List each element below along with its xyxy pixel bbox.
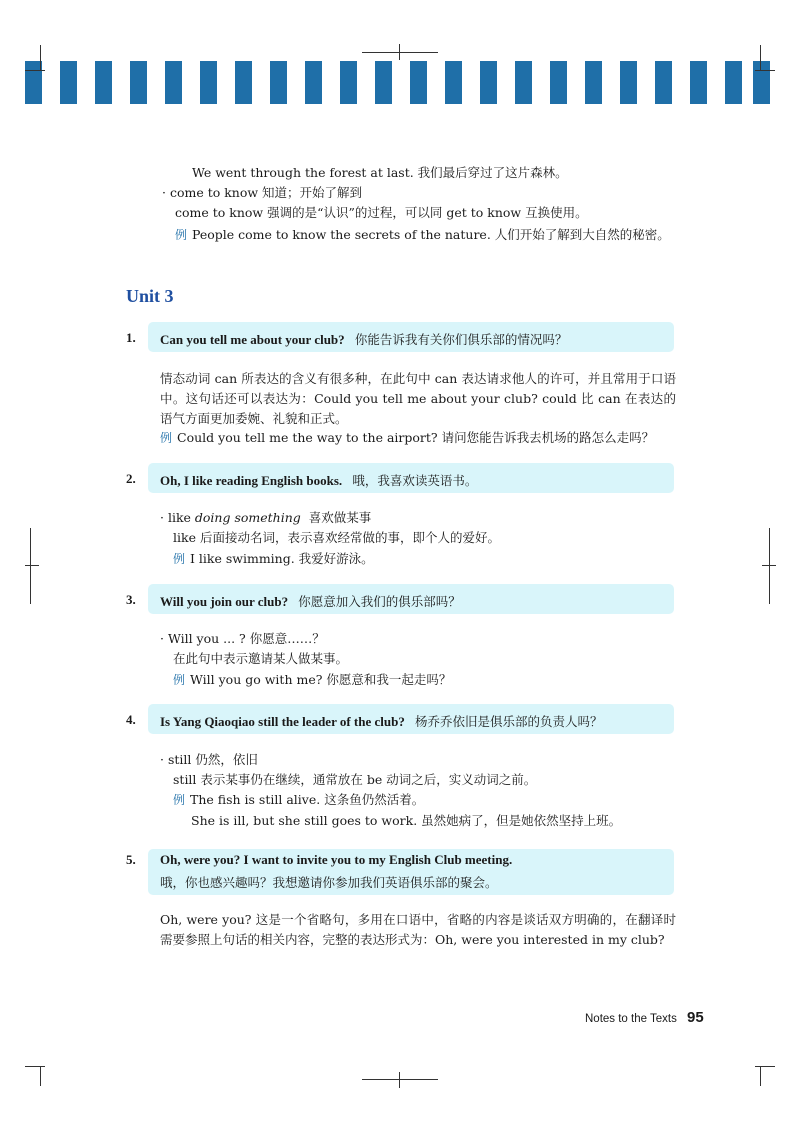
point-prefix: · like — [160, 510, 195, 525]
item-paragraph: 情态动词 can 所表达的含义有很多种，在此句中 can 表达请求他人的许可，并且常用于口语中。这句话还可以表达为：Could you tell me about your club? could 比 can 在表达的语气方面更加委婉、礼貌和正式。 — [160, 371, 676, 426]
item-number: 3. — [126, 592, 136, 607]
crop-mark — [769, 528, 770, 604]
item-example — [173, 549, 374, 569]
crop-mark — [25, 565, 39, 566]
item-number: 1. — [126, 330, 136, 345]
unit-title: Unit 3 — [126, 286, 174, 306]
stripe — [480, 61, 497, 104]
point-come-to-know: · come to know 知道；开始了解到 — [162, 185, 363, 200]
point-italic: doing something — [194, 510, 301, 525]
heading-zh: 哦，你也感兴趣吗？我想邀请你参加我们英语俱乐部的聚会。 — [160, 875, 498, 890]
heading-en: Is Yang Qiaoqiao still the leader of the club? — [160, 714, 405, 729]
stripe — [95, 61, 112, 104]
crop-mark — [25, 1066, 45, 1067]
stripe — [655, 61, 672, 104]
example-label: 例 — [173, 552, 186, 566]
item-heading-band — [148, 322, 674, 352]
item-example — [173, 790, 424, 810]
item-heading — [160, 591, 461, 610]
stripe — [515, 61, 532, 104]
crop-mark — [399, 44, 400, 60]
explanation-come-to-know: come to know 强调的是“认识”的过程，可以同 get to know 互换使用。 — [175, 205, 588, 220]
crop-mark — [40, 1066, 41, 1086]
example-label: 例 — [173, 673, 186, 687]
stripe — [690, 61, 707, 104]
stripe — [340, 61, 357, 104]
footer-section: Notes to the Texts — [585, 1013, 677, 1025]
heading-zh: 你愿意加入我们的俱乐部吗？ — [298, 594, 461, 609]
stripe — [305, 61, 322, 104]
item-point — [160, 508, 371, 528]
example-text: The fish is still alive. 这条鱼仍然活着。 — [190, 792, 425, 807]
stripe — [620, 61, 637, 104]
example-text: I like swimming. 我爱好游泳。 — [190, 551, 374, 566]
item-point: · still 仍然，依旧 — [160, 752, 258, 767]
stripe — [270, 61, 287, 104]
continued-example: We went through the forest at last. 我们最后穿过了这片森林。 — [192, 165, 568, 180]
heading-en: Will you join our club? — [160, 594, 289, 609]
item-paragraph: Oh, were you? 这是一个省略句，多用在口语中，省略的内容是谈话双方明确的，在翻译时需要参照上句话的相关内容，完整的表达形式为：Oh, were you interested in my club? — [160, 912, 676, 947]
crop-mark — [362, 1079, 438, 1080]
item-heading — [160, 329, 567, 348]
stripe — [200, 61, 217, 104]
item-explanation: still 表示某事仍在继续，通常放在 be 动词之后，实义动词之前。 — [173, 772, 537, 787]
item-explanation: like 后面接动名词，表示喜欢经常做的事，即个人的爱好。 — [173, 530, 500, 545]
item-heading-band — [148, 584, 674, 614]
heading-zh: 你能告诉我有关你们俱乐部的情况吗？ — [354, 332, 568, 347]
heading-en: Oh, I like reading English books. — [160, 473, 343, 488]
example-label: 例 — [173, 793, 186, 807]
stripe — [550, 61, 567, 104]
item-number: 5. — [126, 852, 136, 867]
heading-zh: 杨乔乔依旧是俱乐部的负责人吗？ — [415, 714, 603, 729]
stripe — [235, 61, 252, 104]
item-explanation: 在此句中表示邀请某人做某事。 — [173, 651, 349, 666]
crop-mark — [760, 45, 761, 71]
stripe — [725, 61, 742, 104]
heading-en: Oh, were you? I want to invite you to my English Club meeting. — [160, 852, 513, 867]
item-heading — [160, 470, 477, 489]
item-example — [160, 428, 654, 448]
stripe — [585, 61, 602, 104]
item-heading-band — [148, 849, 674, 895]
stripe — [130, 61, 147, 104]
crop-mark — [760, 1066, 761, 1086]
page-number: 95 — [687, 1009, 704, 1026]
stripe — [445, 61, 462, 104]
item-number: 4. — [126, 712, 136, 727]
item-number: 2. — [126, 471, 136, 486]
example-label: 例 — [175, 228, 188, 242]
example-text: Will you go with me? 你愿意和我一起走吗？ — [190, 672, 452, 687]
example-text: People come to know the secrets of the nature. 人们开始了解到大自然的秘密。 — [192, 227, 670, 242]
stripe — [410, 61, 427, 104]
item-heading-band — [148, 704, 674, 734]
page-footer — [585, 1007, 704, 1026]
example-text: Could you tell me the way to the airport? 请问您能告诉我去机场的路怎么走吗？ — [177, 430, 655, 445]
crop-mark — [40, 45, 41, 71]
crop-mark — [399, 1072, 400, 1088]
item-example — [173, 670, 451, 690]
item-point: · Will you ... ? 你愿意……？ — [160, 631, 325, 646]
example-label: 例 — [160, 431, 173, 445]
crop-mark — [755, 70, 775, 71]
crop-mark — [755, 1066, 775, 1067]
item-example-2: She is ill, but she still goes to work. 虽然她病了，但是她依然坚持上班。 — [191, 813, 622, 828]
item-heading — [160, 711, 603, 730]
header-stripes — [25, 61, 770, 104]
example-come-to-know — [175, 225, 670, 245]
item-heading-band — [148, 463, 674, 493]
crop-mark — [362, 52, 438, 53]
crop-mark — [30, 528, 31, 604]
heading-zh: 哦，我喜欢读英语书。 — [352, 473, 478, 488]
crop-mark — [762, 565, 776, 566]
stripe — [375, 61, 392, 104]
point-zh: 喜欢做某事 — [308, 510, 372, 525]
crop-mark — [25, 70, 45, 71]
heading-en: Can you tell me about your club? — [160, 332, 345, 347]
stripe — [753, 61, 770, 104]
stripe — [165, 61, 182, 104]
stripe — [60, 61, 77, 104]
